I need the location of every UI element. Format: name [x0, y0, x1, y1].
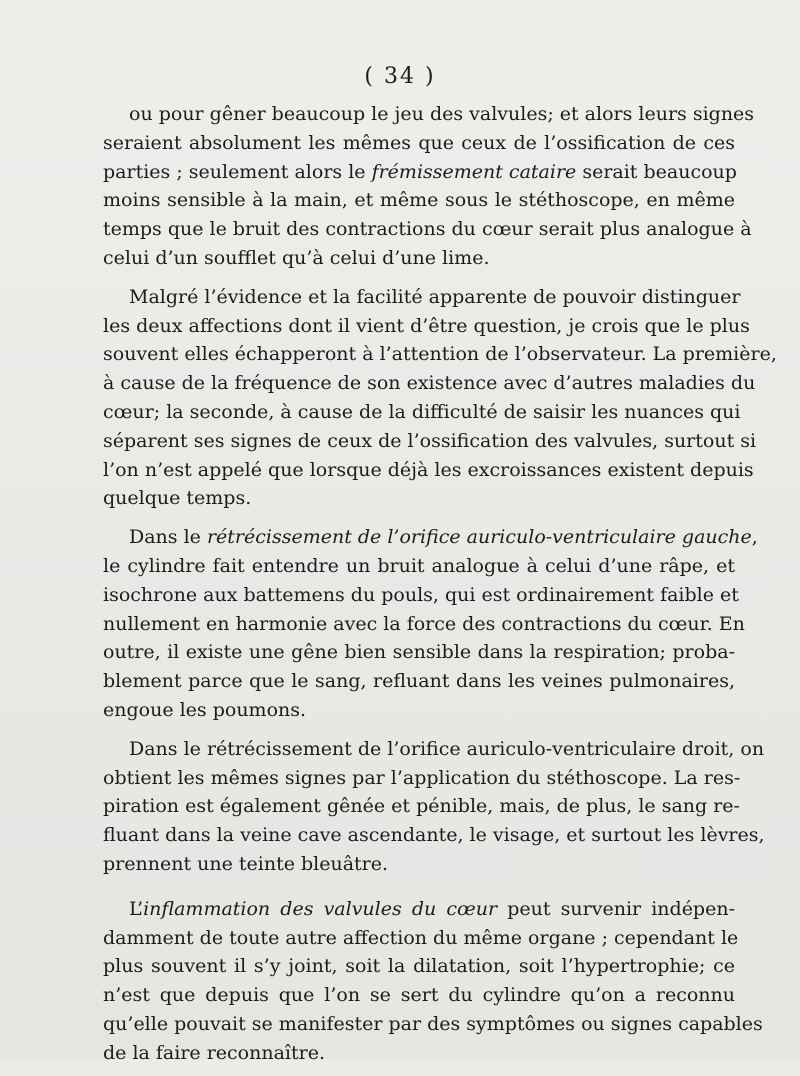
text-segment: les deux affections dont il vient d’être question, je crois que le plus: [103, 314, 750, 337]
text-segment: damment de toute autre affection du même organe ; cependant le: [103, 926, 739, 949]
text-line: [103, 369, 756, 398]
text-line: [103, 952, 735, 981]
text-segment: serait beaucoup: [576, 160, 737, 183]
italic-phrase: inflammation des valvules du cœur: [143, 897, 498, 920]
text-segment: l’on n’est appelé que lorsque déjà les excroissances existent depuis: [103, 458, 754, 481]
text-line: [103, 850, 735, 879]
text-line: [103, 456, 754, 485]
text-line: [103, 667, 735, 696]
text-segment: séparent ses signes de ceux de l’ossification des valvules, surtout si: [103, 429, 757, 452]
text-line: [103, 427, 757, 456]
text-line: [103, 981, 735, 1010]
text-segment: peut survenir indépen-: [497, 897, 735, 920]
text-line: [103, 523, 758, 552]
text-segment: celui d’un soufflet qu’à celui d’une lime.: [103, 246, 490, 269]
italic-phrase: rétrécissement de l’orifice auriculo-ventriculaire gauche: [206, 526, 752, 549]
text-line: [103, 398, 741, 427]
text-line: [103, 764, 741, 793]
text-line: [103, 100, 755, 129]
text-segment: ,: [751, 526, 758, 549]
text-segment: obtient les mêmes signes par l’application du stéthoscope. La res-: [103, 766, 741, 789]
text-segment: prennent une teinte bleuâtre.: [103, 852, 389, 875]
text-line: [103, 581, 739, 610]
text-segment: seraient absolument les mêmes que ceux de l’ossification de ces: [103, 131, 735, 154]
text-line: [103, 1039, 735, 1068]
text-line: [103, 735, 765, 764]
text-line: [103, 186, 735, 215]
paragraph: [103, 895, 763, 1068]
text-segment: cœur; la seconde, à cause de la difficulté de saisir les nuances qui: [103, 400, 741, 423]
text-line: [103, 244, 735, 273]
text-segment: souvent elles échapperont à l’attention de l’observateur. La première,: [103, 343, 777, 366]
text-segment: moins sensible à la main, et même sous le stéthoscope, en même: [103, 189, 735, 212]
text-segment: Malgré l’évidence et la facilité apparente de pouvoir distinguer: [129, 285, 741, 308]
text-segment: quelque temps.: [103, 487, 252, 510]
text-segment: Dans le: [129, 526, 207, 549]
text-segment: plus souvent il s’y joint, soit la dilatation, soit l’hypertrophie; ce: [103, 955, 735, 978]
body-text: [103, 100, 777, 1076]
text-line: [103, 895, 735, 924]
text-line: [103, 821, 765, 850]
text-segment: n’est que depuis que l’on se sert du cylindre qu’on a reconnu: [103, 984, 735, 1007]
text-line: [103, 696, 735, 725]
paragraph: [103, 735, 765, 879]
italic-phrase: frémissement cataire: [371, 160, 577, 183]
text-segment: Dans le rétrécissement de l’orifice auriculo-ventriculaire droit, on: [129, 737, 765, 760]
page-number: ( 34 ): [364, 64, 436, 89]
text-line: [103, 340, 777, 369]
text-segment: fluant dans la veine cave ascendante, le visage, et surtout les lèvres,: [103, 824, 765, 847]
text-line: [103, 924, 739, 953]
text-line: [103, 129, 735, 158]
text-segment: outre, il existe une gêne bien sensible dans la respiration; proba-: [103, 641, 735, 664]
text-segment: engoue les poumons.: [103, 698, 307, 721]
text-line: [103, 638, 735, 667]
text-line: [103, 792, 740, 821]
text-segment: parties ; seulement alors le: [103, 160, 372, 183]
text-line: [103, 552, 735, 581]
text-line: [103, 610, 745, 639]
text-segment: nullement en harmonie avec la force des contractions du cœur. En: [103, 612, 745, 635]
text-segment: à cause de la fréquence de son existence avec d’autres maladies du: [103, 372, 756, 395]
text-line: [103, 158, 735, 187]
paragraph: [103, 283, 777, 513]
text-segment: blement parce que le sang, refluant dans les veines pulmonaires,: [103, 670, 735, 693]
text-line: [103, 1010, 763, 1039]
text-line: [103, 215, 752, 244]
paragraph: [103, 100, 755, 273]
paragraph: [103, 523, 758, 725]
text-line: [103, 484, 735, 513]
text-segment: isochrone aux battemens du pouls, qui est ordinairement faible et: [103, 583, 739, 606]
text-line: [103, 283, 741, 312]
text-segment: qu’elle pouvait se manifester par des symptômes ou signes capables: [103, 1012, 763, 1035]
text-segment: ou pour gêner beaucoup le jeu des valvules; et alors leurs signes: [129, 103, 755, 125]
text-segment: le cylindre fait entendre un bruit analogue à celui d’une râpe, et: [103, 554, 735, 577]
text-segment: L’: [129, 897, 144, 920]
text-segment: de la faire reconnaître.: [103, 1041, 325, 1064]
text-segment: piration est également gênée et pénible, mais, de plus, le sang re-: [103, 795, 740, 818]
text-line: [103, 312, 750, 341]
text-segment: temps que le bruit des contractions du cœur serait plus analogue à: [103, 218, 752, 241]
